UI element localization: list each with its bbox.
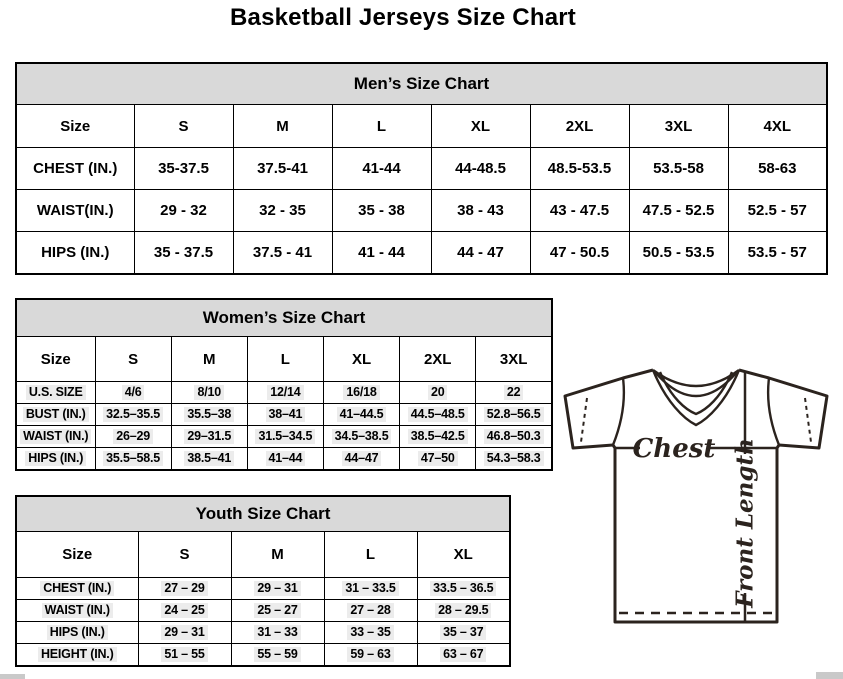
value-cell [323,404,399,426]
size-cell: S [134,105,233,148]
mens-title-row [16,63,827,105]
size-cell: S [95,337,171,382]
cell-text: 44–47 [342,451,382,466]
value-cell [324,644,417,667]
womens-table-title: Women’s Size Chart [16,299,552,337]
cell-text: 32.5–35.5 [103,407,163,422]
cell-text: WAIST (IN.) [20,429,91,444]
youth-size-header-row [16,532,510,578]
mens-size-header-row [16,105,827,148]
cell-text: 26–29 [113,429,153,444]
row-label-cell [16,382,95,404]
womens-hips-row [16,448,552,471]
front-length-label: Front Length [731,438,759,608]
value-cell: 53.5 - 57 [728,232,827,275]
cell-text: 28 – 29.5 [435,603,491,618]
cell-text: 4/6 [122,385,145,400]
value-cell [247,448,323,471]
cell-text: 41–44.5 [337,407,387,422]
womens-waist-row [16,426,552,448]
size-cell: L [247,337,323,382]
value-cell [400,404,476,426]
cell-text: 44.5–48.5 [408,407,468,422]
size-cell: 2XL [530,105,629,148]
right-armhole-seam [768,378,779,445]
youth-size-chart [15,495,511,667]
value-cell: 53.5-58 [629,148,728,190]
value-cell: 48.5-53.5 [530,148,629,190]
chest-label: Chest [632,434,716,464]
size-cell: M [231,532,324,578]
row-label-cell [16,644,138,667]
value-cell [95,404,171,426]
scrollbar-fragment-left[interactable] [0,674,25,679]
value-cell: 29 - 32 [134,190,233,232]
cell-text: 38.5–42.5 [408,429,468,444]
cell-text: 8/10 [194,385,224,400]
womens-ussize-row [16,382,552,404]
mens-chest-row [16,148,827,190]
mens-table [15,62,828,275]
cell-text: 31 – 33.5 [342,581,398,596]
size-cell: 3XL [476,337,552,382]
value-cell [323,382,399,404]
cell-text: CHEST (IN.) [40,581,114,596]
value-cell [138,644,231,667]
value-cell [247,426,323,448]
value-cell [476,382,552,404]
size-cell: XL [417,532,510,578]
cell-text: WAIST (IN.) [42,603,113,618]
cell-text: 31 – 33 [254,625,300,640]
cell-text: 16/18 [343,385,379,400]
size-header-cell: Size [16,105,134,148]
value-cell: 44 - 47 [431,232,530,275]
value-cell [476,426,552,448]
youth-hips-row [16,622,510,644]
value-cell: 35 - 38 [332,190,431,232]
value-cell [400,448,476,471]
cell-text: BUST (IN.) [23,407,89,422]
mens-waist-row [16,190,827,232]
value-cell [171,448,247,471]
size-cell: M [233,105,332,148]
womens-size-chart [15,298,553,471]
cell-text: 51 – 55 [161,647,207,662]
youth-table-title: Youth Size Chart [16,496,510,532]
cell-text: 29–31.5 [184,429,234,444]
womens-table [15,298,553,471]
scrollbar-fragment-right[interactable] [816,672,843,679]
value-cell [231,622,324,644]
value-cell [247,382,323,404]
size-cell: S [138,532,231,578]
value-cell: 44-48.5 [431,148,530,190]
value-cell [476,448,552,471]
size-cell: XL [323,337,399,382]
cell-text: 31.5–34.5 [255,429,315,444]
cell-text: 35.5–58.5 [103,451,163,466]
cell-text: 41–44 [266,451,306,466]
value-cell: 58-63 [728,148,827,190]
size-cell: 2XL [400,337,476,382]
value-cell: 43 - 47.5 [530,190,629,232]
youth-chest-row [16,578,510,600]
cell-text: 12/14 [267,385,303,400]
row-label-cell: WAIST(IN.) [16,190,134,232]
cell-text: 54.3–58.3 [484,451,544,466]
size-header-cell: Size [16,532,138,578]
value-cell [323,448,399,471]
value-cell: 52.5 - 57 [728,190,827,232]
row-label-cell [16,622,138,644]
cell-text: 35.5–38 [184,407,234,422]
cell-text: HIPS (IN.) [25,451,86,466]
mens-table-title: Men’s Size Chart [16,63,827,105]
left-armhole-seam [613,378,624,445]
value-cell: 41 - 44 [332,232,431,275]
row-label-cell [16,448,95,471]
cell-text: 33 – 35 [347,625,393,640]
cell-text: 55 – 59 [254,647,300,662]
value-cell [324,600,417,622]
value-cell [324,622,417,644]
value-cell [95,448,171,471]
size-cell: L [332,105,431,148]
cell-text: 22 [504,385,524,400]
womens-title-row [16,299,552,337]
size-cell: XL [431,105,530,148]
left-sleeve-dashed-line [581,398,587,442]
right-sleeve-dashed-line [805,398,811,442]
value-cell [231,600,324,622]
value-cell: 35 - 37.5 [134,232,233,275]
row-label-cell [16,404,95,426]
cell-text: 29 – 31 [161,625,207,640]
size-header-cell: Size [16,337,95,382]
value-cell [138,622,231,644]
cell-text: 52.8–56.5 [484,407,544,422]
size-cell: L [324,532,417,578]
value-cell [476,404,552,426]
collar-inner-seam [655,372,737,396]
value-cell [171,404,247,426]
value-cell [95,382,171,404]
cell-text: 24 – 25 [161,603,207,618]
value-cell [231,578,324,600]
value-cell: 41-44 [332,148,431,190]
value-cell [417,622,510,644]
womens-size-header-row [16,337,552,382]
value-cell: 38 - 43 [431,190,530,232]
size-cell: M [171,337,247,382]
cell-text: 35 – 37 [440,625,486,640]
row-label-cell [16,600,138,622]
cell-text: 63 – 67 [440,647,486,662]
value-cell [171,382,247,404]
size-cell: 3XL [629,105,728,148]
cell-text: U.S. SIZE [26,385,86,400]
cell-text: 38–41 [266,407,306,422]
value-cell [417,644,510,667]
cell-text: 33.5 – 36.5 [430,581,496,596]
value-cell [400,426,476,448]
cell-text: HIPS (IN.) [47,625,108,640]
cell-text: 38.5–41 [184,451,234,466]
mens-hips-row [16,232,827,275]
value-cell: 37.5-41 [233,148,332,190]
value-cell: 32 - 35 [233,190,332,232]
value-cell: 47 - 50.5 [530,232,629,275]
womens-bust-row [16,404,552,426]
cell-text: 27 – 28 [347,603,393,618]
value-cell [417,600,510,622]
value-cell [324,578,417,600]
size-cell: 4XL [728,105,827,148]
value-cell: 35-37.5 [134,148,233,190]
vneck-inner-line [660,372,732,414]
youth-height-row [16,644,510,667]
cell-text: 20 [428,385,448,400]
value-cell: 37.5 - 41 [233,232,332,275]
value-cell [247,404,323,426]
youth-title-row [16,496,510,532]
cell-text: 27 – 29 [161,581,207,596]
youth-waist-row [16,600,510,622]
value-cell [138,578,231,600]
jersey-measurement-diagram [556,362,840,662]
row-label-cell [16,578,138,600]
value-cell: 47.5 - 52.5 [629,190,728,232]
value-cell [323,426,399,448]
row-label-cell: HIPS (IN.) [16,232,134,275]
value-cell [138,600,231,622]
cell-text: 59 – 63 [347,647,393,662]
youth-table [15,495,511,667]
value-cell [231,644,324,667]
value-cell [400,382,476,404]
mens-size-chart [15,62,828,275]
cell-text: 25 – 27 [254,603,300,618]
value-cell [417,578,510,600]
cell-text: 34.5–38.5 [332,429,392,444]
page-title: Basketball Jerseys Size Chart [230,4,576,31]
row-label-cell [16,426,95,448]
value-cell: 50.5 - 53.5 [629,232,728,275]
cell-text: 29 – 31 [254,581,300,596]
row-label-cell: CHEST (IN.) [16,148,134,190]
cell-text: 46.8–50.3 [484,429,544,444]
value-cell [95,426,171,448]
cell-text: HEIGHT (IN.) [38,647,117,662]
value-cell [171,426,247,448]
jersey-outline [565,370,827,622]
cell-text: 47–50 [418,451,458,466]
